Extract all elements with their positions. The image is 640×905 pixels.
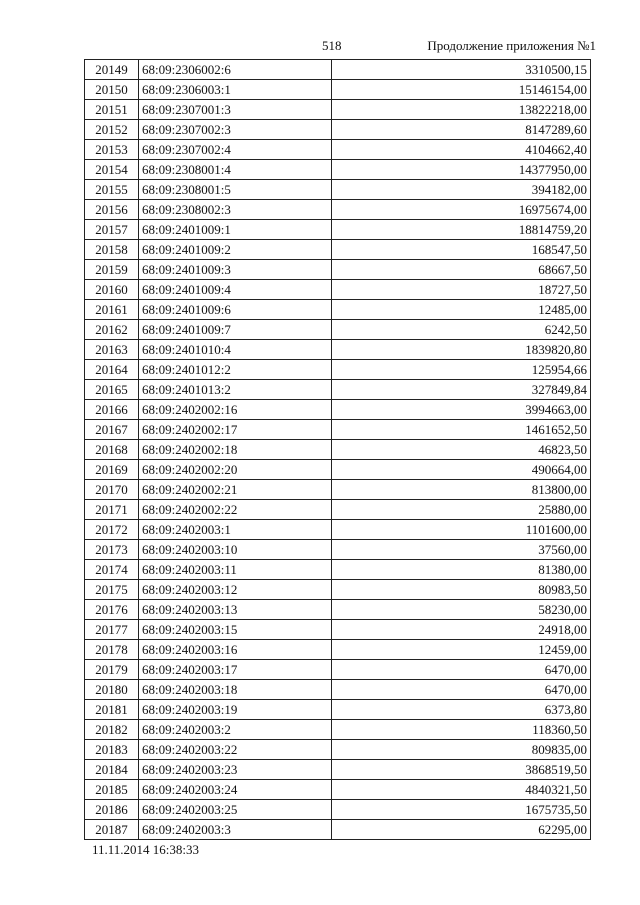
value-cell: 4104662,40 — [332, 140, 591, 160]
table-row — [85, 620, 591, 640]
value-cell: 6242,50 — [332, 320, 591, 340]
value-cell: 125954,66 — [332, 360, 591, 380]
table-row — [85, 280, 591, 300]
cadastral-number-cell: 68:09:2402003:17 — [139, 660, 332, 680]
table-row — [85, 640, 591, 660]
cadastral-number-cell: 68:09:2402003:13 — [139, 600, 332, 620]
table-row — [85, 800, 591, 820]
value-cell: 12459,00 — [332, 640, 591, 660]
cadastral-number-cell: 68:09:2402003:10 — [139, 540, 332, 560]
cadastral-number-cell: 68:09:2307002:3 — [139, 120, 332, 140]
table-row — [85, 320, 591, 340]
table-row — [85, 680, 591, 700]
value-cell: 3994663,00 — [332, 400, 591, 420]
value-cell: 16975674,00 — [332, 200, 591, 220]
table-row — [85, 60, 591, 80]
row-number-cell: 20168 — [85, 440, 139, 460]
page-number: 518 — [322, 38, 342, 53]
value-cell: 168547,50 — [332, 240, 591, 260]
table-row — [85, 420, 591, 440]
value-cell: 327849,84 — [332, 380, 591, 400]
value-cell: 18814759,20 — [332, 220, 591, 240]
cadastral-number-cell: 68:09:2402003:12 — [139, 580, 332, 600]
table-row — [85, 360, 591, 380]
cadastral-number-cell: 68:09:2308001:4 — [139, 160, 332, 180]
cadastral-number-cell: 68:09:2402002:16 — [139, 400, 332, 420]
table-row — [85, 660, 591, 680]
cadastral-number-cell: 68:09:2402002:17 — [139, 420, 332, 440]
cadastral-number-cell: 68:09:2402002:21 — [139, 480, 332, 500]
row-number-cell: 20177 — [85, 620, 139, 640]
table-row — [85, 540, 591, 560]
row-number-cell: 20170 — [85, 480, 139, 500]
table-row — [85, 300, 591, 320]
row-number-cell: 20156 — [85, 200, 139, 220]
cadastral-number-cell: 68:09:2401009:2 — [139, 240, 332, 260]
table-row — [85, 100, 591, 120]
cadastral-number-cell: 68:09:2402003:22 — [139, 740, 332, 760]
cadastral-number-cell: 68:09:2402002:20 — [139, 460, 332, 480]
cadastral-number-cell: 68:09:2306003:1 — [139, 80, 332, 100]
row-number-cell: 20187 — [85, 820, 139, 840]
cadastral-number-cell: 68:09:2402002:18 — [139, 440, 332, 460]
row-number-cell: 20151 — [85, 100, 139, 120]
row-number-cell: 20174 — [85, 560, 139, 580]
row-number-cell: 20149 — [85, 60, 139, 80]
value-cell: 1101600,00 — [332, 520, 591, 540]
table-row — [85, 120, 591, 140]
value-cell: 58230,00 — [332, 600, 591, 620]
row-number-cell: 20154 — [85, 160, 139, 180]
row-number-cell: 20155 — [85, 180, 139, 200]
cadastral-number-cell: 68:09:2402003:18 — [139, 680, 332, 700]
table-row — [85, 740, 591, 760]
value-cell: 25880,00 — [332, 500, 591, 520]
cadastral-number-cell: 68:09:2402003:23 — [139, 760, 332, 780]
row-number-cell: 20153 — [85, 140, 139, 160]
table-row — [85, 500, 591, 520]
value-cell: 3868519,50 — [332, 760, 591, 780]
cadastral-number-cell: 68:09:2402003:25 — [139, 800, 332, 820]
cadastral-number-cell: 68:09:2401012:2 — [139, 360, 332, 380]
value-cell: 4840321,50 — [332, 780, 591, 800]
value-cell: 18727,50 — [332, 280, 591, 300]
table-row — [85, 560, 591, 580]
row-number-cell: 20176 — [85, 600, 139, 620]
row-number-cell: 20179 — [85, 660, 139, 680]
cadastral-number-cell: 68:09:2401009:6 — [139, 300, 332, 320]
row-number-cell: 20183 — [85, 740, 139, 760]
value-cell: 15146154,00 — [332, 80, 591, 100]
row-number-cell: 20186 — [85, 800, 139, 820]
row-number-cell: 20175 — [85, 580, 139, 600]
value-cell: 68667,50 — [332, 260, 591, 280]
table-row — [85, 180, 591, 200]
row-number-cell: 20185 — [85, 780, 139, 800]
value-cell: 8147289,60 — [332, 120, 591, 140]
row-number-cell: 20152 — [85, 120, 139, 140]
table-row — [85, 400, 591, 420]
value-cell: 62295,00 — [332, 820, 591, 840]
table-row — [85, 600, 591, 620]
row-number-cell: 20157 — [85, 220, 139, 240]
row-number-cell: 20169 — [85, 460, 139, 480]
value-cell: 3310500,15 — [332, 60, 591, 80]
cadastral-number-cell: 68:09:2308001:5 — [139, 180, 332, 200]
cadastral-number-cell: 68:09:2307001:3 — [139, 100, 332, 120]
row-number-cell: 20163 — [85, 340, 139, 360]
table-body — [85, 60, 591, 840]
row-number-cell: 20160 — [85, 280, 139, 300]
table-row — [85, 140, 591, 160]
value-cell: 6470,00 — [332, 660, 591, 680]
row-number-cell: 20167 — [85, 420, 139, 440]
row-number-cell: 20164 — [85, 360, 139, 380]
table-row — [85, 480, 591, 500]
table-row — [85, 240, 591, 260]
cadastral-number-cell: 68:09:2402003:2 — [139, 720, 332, 740]
cadastral-number-cell: 68:09:2308002:3 — [139, 200, 332, 220]
table-row — [85, 200, 591, 220]
table-row — [85, 380, 591, 400]
table-row — [85, 580, 591, 600]
row-number-cell: 20184 — [85, 760, 139, 780]
row-number-cell: 20159 — [85, 260, 139, 280]
data-table — [84, 59, 591, 840]
table-row — [85, 160, 591, 180]
row-number-cell: 20158 — [85, 240, 139, 260]
value-cell: 1461652,50 — [332, 420, 591, 440]
cadastral-number-cell: 68:09:2401009:7 — [139, 320, 332, 340]
value-cell: 809835,00 — [332, 740, 591, 760]
cadastral-number-cell: 68:09:2402003:15 — [139, 620, 332, 640]
cadastral-number-cell: 68:09:2402002:22 — [139, 500, 332, 520]
cadastral-number-cell: 68:09:2401013:2 — [139, 380, 332, 400]
table-row — [85, 220, 591, 240]
cadastral-number-cell: 68:09:2402003:11 — [139, 560, 332, 580]
row-number-cell: 20171 — [85, 500, 139, 520]
table-row — [85, 340, 591, 360]
value-cell: 37560,00 — [332, 540, 591, 560]
table-row — [85, 760, 591, 780]
cadastral-number-cell: 68:09:2307002:4 — [139, 140, 332, 160]
cadastral-number-cell: 68:09:2401009:3 — [139, 260, 332, 280]
row-number-cell: 20178 — [85, 640, 139, 660]
cadastral-number-cell: 68:09:2401009:4 — [139, 280, 332, 300]
row-number-cell: 20173 — [85, 540, 139, 560]
value-cell: 24918,00 — [332, 620, 591, 640]
row-number-cell: 20181 — [85, 700, 139, 720]
row-number-cell: 20180 — [85, 680, 139, 700]
cadastral-number-cell: 68:09:2402003:19 — [139, 700, 332, 720]
cadastral-number-cell: 68:09:2402003:3 — [139, 820, 332, 840]
value-cell: 490664,00 — [332, 460, 591, 480]
footer-timestamp: 11.11.2014 16:38:33 — [92, 842, 200, 857]
row-number-cell: 20150 — [85, 80, 139, 100]
cadastral-number-cell: 68:09:2401010:4 — [139, 340, 332, 360]
value-cell: 46823,50 — [332, 440, 591, 460]
value-cell: 81380,00 — [332, 560, 591, 580]
row-number-cell: 20182 — [85, 720, 139, 740]
value-cell: 6373,80 — [332, 700, 591, 720]
value-cell: 394182,00 — [332, 180, 591, 200]
table-row — [85, 820, 591, 840]
table-row — [85, 720, 591, 740]
table-row — [85, 460, 591, 480]
table-row — [85, 700, 591, 720]
value-cell: 12485,00 — [332, 300, 591, 320]
table-row — [85, 440, 591, 460]
row-number-cell: 20162 — [85, 320, 139, 340]
value-cell: 6470,00 — [332, 680, 591, 700]
value-cell: 14377950,00 — [332, 160, 591, 180]
cadastral-number-cell: 68:09:2402003:1 — [139, 520, 332, 540]
cadastral-number-cell: 68:09:2402003:16 — [139, 640, 332, 660]
row-number-cell: 20161 — [85, 300, 139, 320]
row-number-cell: 20172 — [85, 520, 139, 540]
appendix-title: Продолжение приложения №1 — [427, 38, 596, 53]
value-cell: 80983,50 — [332, 580, 591, 600]
cadastral-number-cell: 68:09:2306002:6 — [139, 60, 332, 80]
value-cell: 118360,50 — [332, 720, 591, 740]
value-cell: 1675735,50 — [332, 800, 591, 820]
table-row — [85, 780, 591, 800]
value-cell: 13822218,00 — [332, 100, 591, 120]
row-number-cell: 20165 — [85, 380, 139, 400]
table-row — [85, 520, 591, 540]
cadastral-number-cell: 68:09:2402003:24 — [139, 780, 332, 800]
value-cell: 1839820,80 — [332, 340, 591, 360]
value-cell: 813800,00 — [332, 480, 591, 500]
cadastral-number-cell: 68:09:2401009:1 — [139, 220, 332, 240]
table-row — [85, 260, 591, 280]
table-row — [85, 80, 591, 100]
row-number-cell: 20166 — [85, 400, 139, 420]
